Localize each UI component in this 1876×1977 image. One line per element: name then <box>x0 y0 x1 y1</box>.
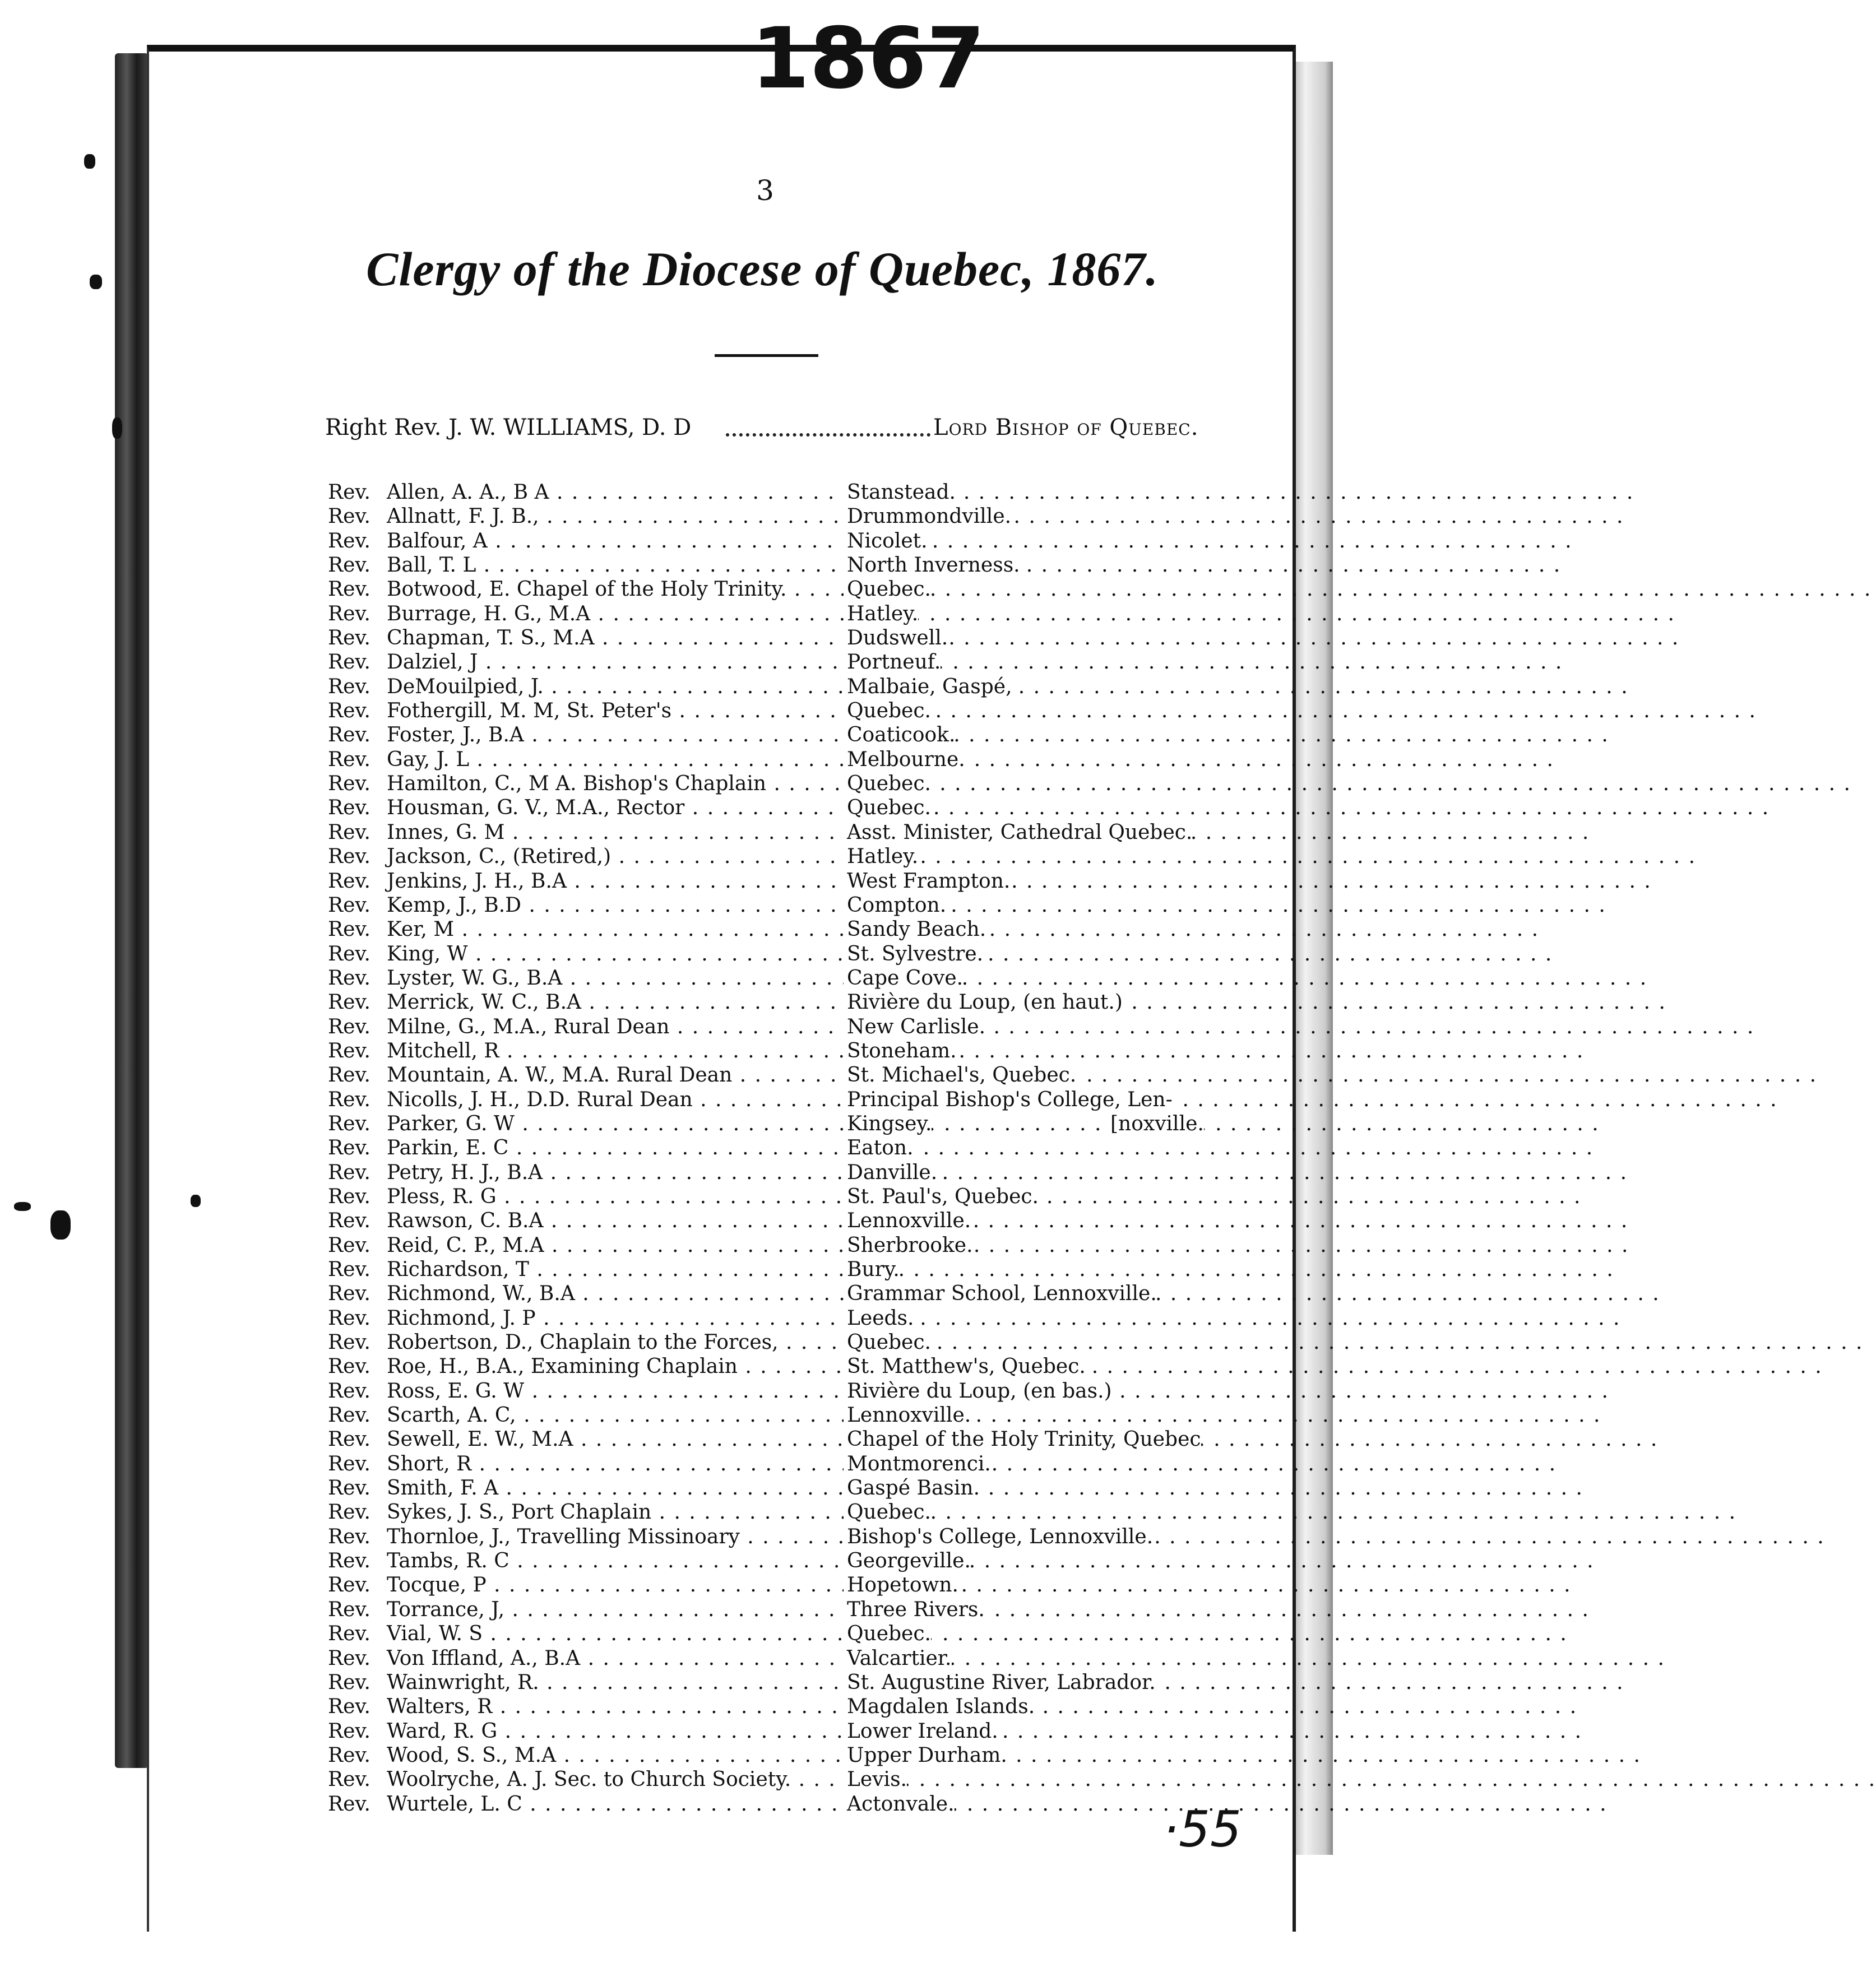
clergy-name-with-leader <box>387 1112 838 1136</box>
clergy-name-with-leader <box>387 1525 838 1549</box>
clergy-row <box>328 1112 1258 1136</box>
clergy-name-with-leader <box>387 1282 838 1306</box>
clergy-row <box>328 1549 1258 1573</box>
book-gutter <box>115 53 149 1768</box>
clergy-row <box>328 1695 1258 1719</box>
clergy-place: Georgeville. <box>844 1549 971 1573</box>
clergy-title: Rev. <box>328 554 370 577</box>
clergy-row <box>328 820 1258 844</box>
clergy-title: Rev. <box>328 1452 370 1475</box>
clergy-place: Portneuf. <box>844 650 941 674</box>
clergy-name-with-leader <box>387 1063 838 1087</box>
clergy-row <box>328 1767 1258 1792</box>
clergy-name: Allen, A. A., B A . . . <box>387 480 1160 504</box>
clergy-name-with-leader <box>387 1670 838 1695</box>
clergy-name: Richmond, J. P . . . <box>387 1306 1160 1330</box>
clergy-name-with-leader <box>387 1719 838 1743</box>
clergy-name: Rawson, C. B.A . . . <box>387 1209 1160 1233</box>
clergy-name-with-leader <box>387 1330 838 1354</box>
clergy-title: Rev. <box>328 1598 370 1621</box>
clergy-place: Dudswell. <box>844 626 948 650</box>
clergy-title: Rev. <box>328 1112 370 1135</box>
clergy-place: St. Michael's, Quebec. <box>844 1063 1076 1087</box>
clergy-title: Rev. <box>328 1646 370 1670</box>
clergy-name-with-leader <box>387 990 838 1014</box>
clergy-name-with-leader <box>387 942 838 966</box>
clergy-row <box>328 602 1258 626</box>
clergy-name-with-leader <box>387 820 838 844</box>
clergy-place: Lennoxville. <box>844 1209 971 1233</box>
clergy-name-with-leader <box>387 796 838 820</box>
clergy-place: Three Rivers. <box>844 1598 985 1622</box>
handwritten-year: 1867 <box>751 10 985 108</box>
clergy-row <box>328 990 1258 1014</box>
clergy-name: Botwood, E. Chapel of the Holy Trinity. . . . <box>387 577 1160 601</box>
clergy-place: Asst. Minister, Cathedral Quebec. <box>844 820 1192 844</box>
clergy-row <box>328 748 1258 772</box>
clergy-place: Gaspé Basin. <box>844 1476 980 1500</box>
clergy-name-with-leader <box>387 917 838 941</box>
clergy-place: Upper Durham. <box>844 1743 1007 1767</box>
clergy-name: Mountain, A. W., M.A. Rural Dean . . . <box>387 1063 1160 1087</box>
clergy-place: Danville. <box>844 1161 937 1185</box>
clergy-name: Roe, H., B.A., Examining Chaplain . . . <box>387 1354 1160 1379</box>
clergy-title: Rev. <box>328 651 370 674</box>
clergy-row <box>328 1282 1258 1306</box>
clergy-row <box>328 1500 1258 1524</box>
clergy-place: Hatley. <box>844 602 918 626</box>
clergy-name: Tocque, P . . . <box>387 1573 1160 1597</box>
clergy-place: Hatley. <box>844 844 918 869</box>
clergy-row <box>328 1257 1258 1282</box>
clergy-row <box>328 1354 1258 1379</box>
clergy-title: Rev. <box>328 529 370 553</box>
clergy-name-with-leader <box>387 1452 838 1476</box>
clergy-row <box>328 1185 1258 1209</box>
clergy-title: Rev. <box>328 1719 370 1743</box>
clergy-row <box>328 1719 1258 1743</box>
clergy-title: Rev. <box>328 1404 370 1427</box>
ink-speck <box>50 1210 71 1240</box>
clergy-name-with-leader <box>387 650 838 674</box>
clergy-name-with-leader <box>387 1622 838 1646</box>
clergy-title: Rev. <box>328 675 370 698</box>
clergy-title: Rev. <box>328 699 370 723</box>
clergy-place: Quebec. <box>844 1622 931 1646</box>
clergy-row <box>328 480 1258 504</box>
clergy-name-with-leader <box>387 553 838 577</box>
ink-speck <box>90 275 102 289</box>
clergy-title: Rev. <box>328 966 370 990</box>
clergy-name: Mitchell, R . . . <box>387 1039 1160 1063</box>
clergy-place: Chapel of the Holy Trinity, Quebec <box>844 1427 1201 1451</box>
clergy-name: Jackson, C., (Retired,) . . . <box>387 844 1160 869</box>
clergy-name-with-leader <box>387 1354 838 1379</box>
clergy-place: Nicolet. <box>844 529 928 553</box>
clergy-title: Rev. <box>328 1477 370 1500</box>
clergy-name: Richardson, T . . . <box>387 1257 1160 1282</box>
clergy-name: Lyster, W. G., B.A . . . <box>387 966 1160 990</box>
clergy-row <box>328 1403 1258 1427</box>
clergy-row <box>328 869 1258 893</box>
clergy-title: Rev. <box>328 1670 370 1694</box>
clergy-name: Ker, M . . . <box>387 917 1160 941</box>
clergy-title: Rev. <box>328 1355 370 1379</box>
clergy-title: Rev. <box>328 1258 370 1281</box>
clergy-row <box>328 1598 1258 1622</box>
clergy-row <box>328 917 1258 941</box>
clergy-row <box>328 675 1258 699</box>
clergy-name-with-leader <box>387 699 838 723</box>
clergy-title: Rev. <box>328 1549 370 1573</box>
clergy-row <box>328 1792 1258 1816</box>
clergy-name-with-leader <box>387 1743 838 1767</box>
clergy-name: DeMouilpied, J. . . . <box>387 675 1160 699</box>
clergy-name-with-leader <box>387 529 838 553</box>
clergy-name-with-leader <box>387 1573 838 1597</box>
clergy-name: Petry, H. J., B.A . . . <box>387 1161 1160 1185</box>
clergy-name: Foster, J., B.A . . . <box>387 723 1160 747</box>
clergy-row <box>328 577 1258 601</box>
clergy-title: Rev. <box>328 1136 370 1160</box>
clergy-row <box>328 893 1258 917</box>
ink-speck <box>84 154 95 169</box>
clergy-title: Rev. <box>328 1379 370 1403</box>
clergy-place: Bishop's College, Lennoxville. <box>844 1525 1153 1549</box>
clergy-name-with-leader <box>387 772 838 796</box>
clergy-place: St. Sylvestre. <box>844 942 983 966</box>
clergy-row <box>328 1209 1258 1233</box>
clergy-place: West Frampton. <box>844 869 1010 893</box>
clergy-title: Rev. <box>328 1282 370 1306</box>
clergy-name-with-leader <box>387 1767 838 1792</box>
clergy-title: Rev. <box>328 1306 370 1330</box>
clergy-name: Ward, R. G . . . <box>387 1719 1160 1743</box>
clergy-row <box>328 1743 1258 1767</box>
clergy-place: Quebec. <box>844 772 931 796</box>
clergy-name: Gay, J. L . . . <box>387 748 1160 772</box>
clergy-row <box>328 553 1258 577</box>
clergy-row <box>328 942 1258 966</box>
clergy-place: Hopetown. <box>844 1573 958 1597</box>
clergy-name: Thornloe, J., Travelling Missinoary . . . <box>387 1525 1160 1549</box>
ink-speck <box>14 1202 31 1211</box>
clergy-name: Sykes, J. S., Port Chaplain . . . <box>387 1500 1160 1524</box>
clergy-row <box>328 723 1258 747</box>
clergy-name-with-leader <box>387 1549 838 1573</box>
clergy-row <box>328 1476 1258 1500</box>
clergy-name: Wainwright, R. . . . <box>387 1670 1160 1695</box>
clergy-name: Richmond, W., B.A . . . <box>387 1282 1160 1306</box>
clergy-row <box>328 1136 1258 1160</box>
clergy-title: Rev. <box>328 1331 370 1354</box>
clergy-place: Malbaie, Gaspé, <box>844 675 1012 699</box>
clergy-row <box>328 1573 1258 1597</box>
clergy-place: Valcartier. <box>844 1646 952 1670</box>
clergy-place: Sherbrooke. <box>844 1233 973 1257</box>
clergy-row <box>328 529 1258 553</box>
clergy-place: Grammar School, Lennoxville. <box>844 1282 1157 1306</box>
clergy-name-with-leader <box>387 1379 838 1403</box>
clergy-name-with-leader <box>387 1598 838 1622</box>
clergy-place: Compton. <box>844 893 946 917</box>
clergy-title: Rev. <box>328 481 370 504</box>
clergy-name-with-leader <box>387 675 838 699</box>
clergy-name: Jenkins, J. H., B.A . . . <box>387 869 1160 893</box>
clergy-row <box>328 966 1258 990</box>
clergy-place: Sandy Beach. <box>844 917 986 941</box>
clergy-place: Leeds. <box>844 1306 914 1330</box>
clergy-title: Rev. <box>328 845 370 869</box>
dot-leader <box>726 433 930 437</box>
clergy-title: Rev. <box>328 1695 370 1719</box>
clergy-name-with-leader <box>387 1792 838 1816</box>
clergy-place: Quebec. <box>844 1500 931 1524</box>
clergy-name-with-leader <box>387 1136 838 1160</box>
clergy-title: Rev. <box>328 893 370 917</box>
clergy-title: Rev. <box>328 1064 370 1087</box>
clergy-name: Pless, R. G . . . <box>387 1185 1160 1209</box>
clergy-title: Rev. <box>328 626 370 650</box>
clergy-place: Lennoxville. <box>844 1403 971 1427</box>
clergy-row <box>328 650 1258 674</box>
clergy-row <box>328 1015 1258 1039</box>
clergy-name: Smith, F. A . . . <box>387 1476 1160 1500</box>
clergy-row <box>328 504 1258 528</box>
clergy-name: Chapman, T. S., M.A . . . <box>387 626 1160 650</box>
clergy-name: Burrage, H. G., M.A . . . <box>387 602 1160 626</box>
clergy-title: Rev. <box>328 1525 370 1548</box>
clergy-name-with-leader <box>387 1695 838 1719</box>
clergy-title: Rev. <box>328 1574 370 1597</box>
clergy-name: King, W . . . <box>387 942 1160 966</box>
clergy-name: Merrick, W. C., B.A . . . <box>387 990 1160 1014</box>
clergy-name: Kemp, J., B.D . . . <box>387 893 1160 917</box>
clergy-title: Rev. <box>328 1233 370 1257</box>
handwritten-note: ·55 <box>1163 1800 1242 1858</box>
clergy-name: Nicolls, J. H., D.D. Rural Dean . . . <box>387 1088 1160 1112</box>
clergy-name: Parkin, E. C . . . <box>387 1136 1160 1160</box>
clergy-place: New Carlisle. <box>844 1015 985 1039</box>
clergy-place: North Inverness. <box>844 553 1020 577</box>
clergy-place: Kingsey. <box>844 1112 932 1136</box>
clergy-place: St. Paul's, Quebec. <box>844 1185 1039 1209</box>
clergy-name-with-leader <box>387 480 838 504</box>
clergy-title: Rev. <box>328 796 370 820</box>
clergy-title: Rev. <box>328 748 370 771</box>
clergy-name: Wood, S. S., M.A . . . <box>387 1743 1160 1767</box>
clergy-name-with-leader <box>387 723 838 747</box>
ink-speck <box>112 417 122 439</box>
clergy-title: Rev. <box>328 918 370 941</box>
clergy-place: Quebec. <box>844 1330 931 1354</box>
clergy-place: Principal Bishop's College, Len- <box>844 1088 1173 1112</box>
clergy-row <box>328 844 1258 869</box>
bishop-role: Lord Bishop of Quebec. <box>933 415 1199 440</box>
clergy-name: Walters, R . . . <box>387 1695 1160 1719</box>
clergy-name: Parker, G. W . . . <box>387 1112 1160 1136</box>
page-title: Clergy of the Diocese of Quebec, 1867. <box>366 242 1159 296</box>
clergy-name: Ross, E. G. W . . . <box>387 1379 1160 1403</box>
clergy-place: Stoneham. <box>844 1039 957 1063</box>
clergy-title: Rev. <box>328 1088 370 1111</box>
clergy-row <box>328 796 1258 820</box>
clergy-title: Rev. <box>328 1768 370 1792</box>
clergy-row <box>328 1622 1258 1646</box>
clergy-name-with-leader <box>387 602 838 626</box>
clergy-title: Rev. <box>328 820 370 844</box>
clergy-name: Woolryche, A. J. Sec. to Church Society. . . . <box>387 1767 1160 1792</box>
clergy-title: Rev. <box>328 1185 370 1208</box>
clergy-name: Hamilton, C., M A. Bishop's Chaplain . . . <box>387 772 1160 796</box>
clergy-name-with-leader <box>387 1500 838 1524</box>
clergy-name-with-leader <box>387 748 838 772</box>
clergy-row <box>328 1330 1258 1354</box>
bishop-entry <box>325 412 1211 443</box>
clergy-title: Rev. <box>328 1792 370 1816</box>
clergy-name: Balfour, A . . . <box>387 529 1160 553</box>
clergy-place: Magdalen Islands. <box>844 1695 1035 1719</box>
clergy-name-with-leader <box>387 844 838 869</box>
clergy-name-with-leader <box>387 966 838 990</box>
clergy-name: Housman, G. V., M.A., Rector . . . <box>387 796 1160 820</box>
clergy-name-with-leader <box>387 1015 838 1039</box>
clergy-title: Rev. <box>328 578 370 601</box>
page-number: 3 <box>756 174 774 207</box>
clergy-row <box>328 1427 1258 1451</box>
clergy-title: Rev. <box>328 869 370 893</box>
clergy-place: St. Matthew's, Quebec. <box>844 1354 1086 1379</box>
clergy-place: Montmorenci. <box>844 1452 991 1476</box>
clergy-title: Rev. <box>328 1622 370 1646</box>
clergy-name: Milne, G., M.A., Rural Dean . . . <box>387 1015 1160 1039</box>
clergy-name: Scarth, A. C, . . . <box>387 1403 1160 1427</box>
clergy-name-with-leader <box>387 1646 838 1670</box>
clergy-name-with-leader <box>387 869 838 893</box>
clergy-place: Rivière du Loup, (en bas.) <box>844 1379 1112 1403</box>
clergy-row <box>328 1452 1258 1476</box>
clergy-name: Fothergill, M. M, St. Peter's . . . <box>387 699 1160 723</box>
clergy-title: Rev. <box>328 1743 370 1767</box>
clergy-title: Rev. <box>328 1209 370 1233</box>
clergy-title: Rev. <box>328 1428 370 1451</box>
clergy-name-with-leader <box>387 1233 838 1257</box>
clergy-name-with-leader <box>387 1403 838 1427</box>
clergy-place: Stanstead. <box>844 480 956 504</box>
clergy-row <box>328 1233 1258 1257</box>
clergy-place: Quebec. <box>844 796 931 820</box>
clergy-place: Coaticook. <box>844 723 955 747</box>
clergy-place: Quebec. <box>844 699 931 723</box>
clergy-row <box>328 1063 1258 1087</box>
clergy-title: Rev. <box>328 1015 370 1038</box>
clergy-row <box>328 1088 1258 1112</box>
clergy-name-with-leader <box>387 1161 838 1185</box>
clergy-title: Rev. <box>328 505 370 528</box>
clergy-row <box>328 1525 1258 1549</box>
clergy-place: Quebec. <box>844 577 931 601</box>
clergy-row <box>328 626 1258 650</box>
clergy-title: Rev. <box>328 1039 370 1062</box>
clergy-place: Levis. <box>844 1767 907 1792</box>
clergy-place: Bury. <box>844 1257 900 1282</box>
clergy-name: Allnatt, F. J. B., . . . <box>387 504 1160 528</box>
clergy-name-with-leader <box>387 626 838 650</box>
clergy-row <box>328 772 1258 796</box>
clergy-name: Innes, G. M . . . <box>387 820 1160 844</box>
clergy-title: Rev. <box>328 1501 370 1524</box>
clergy-name: Von Iffland, A., B.A . . . <box>387 1646 1160 1670</box>
clergy-title: Rev. <box>328 772 370 796</box>
clergy-name-with-leader <box>387 1306 838 1330</box>
clergy-name-with-leader <box>387 577 838 601</box>
clergy-name-with-leader <box>387 893 838 917</box>
clergy-name-with-leader <box>387 504 838 528</box>
bishop-name: Right Rev. J. W. WILLIAMS, D. D <box>325 415 692 440</box>
clergy-name: Wurtele, L. C . . . <box>387 1792 1160 1816</box>
clergy-name: Short, R . . . <box>387 1452 1160 1476</box>
clergy-title: Rev. <box>328 942 370 966</box>
clergy-name-with-leader <box>387 1185 838 1209</box>
clergy-row <box>328 1039 1258 1063</box>
clergy-row <box>328 1670 1258 1695</box>
clergy-name: Robertson, D., Chaplain to the Forces, . . . <box>387 1330 1160 1354</box>
clergy-place: Eaton. <box>844 1136 914 1160</box>
clergy-place-continuation: [noxville. <box>1107 1112 1204 1136</box>
clergy-name: Ball, T. L . . . <box>387 553 1160 577</box>
clergy-place: Cape Cove. <box>844 966 963 990</box>
clergy-place: Melbourne. <box>844 748 965 772</box>
clergy-place: St. Augustine River, Labrador. <box>844 1670 1156 1695</box>
clergy-place: Lower Ireland. <box>844 1719 998 1743</box>
clergy-name-with-leader <box>387 1257 838 1282</box>
clergy-row <box>328 1379 1258 1403</box>
clergy-name: Tambs, R. C . . . <box>387 1549 1160 1573</box>
clergy-title: Rev. <box>328 723 370 747</box>
clergy-row <box>328 699 1258 723</box>
clergy-row <box>328 1306 1258 1330</box>
clergy-row <box>328 1646 1258 1670</box>
clergy-name: Dalziel, J . . . <box>387 650 1160 674</box>
clergy-name: Vial, W. S . . . <box>387 1622 1160 1646</box>
clergy-name-with-leader <box>387 1476 838 1500</box>
clergy-name-with-leader <box>387 1209 838 1233</box>
title-rule <box>715 354 818 357</box>
clergy-title: Rev. <box>328 1161 370 1184</box>
clergy-list <box>328 480 1258 1816</box>
clergy-name: Reid, C. P., M.A . . . <box>387 1233 1160 1257</box>
clergy-title: Rev. <box>328 991 370 1014</box>
clergy-place: Actonvale. <box>844 1792 955 1816</box>
clergy-row <box>328 1161 1258 1185</box>
clergy-name: Sewell, E. W., M.A . . . <box>387 1427 1160 1451</box>
clergy-name: Torrance, J, . . . <box>387 1598 1160 1622</box>
clergy-name-with-leader <box>387 1088 838 1112</box>
clergy-name-with-leader <box>387 1039 838 1063</box>
clergy-place: Drummondville. <box>844 504 1011 528</box>
clergy-place: Rivière du Loup, (en haut.) <box>844 990 1123 1014</box>
clergy-name-with-leader <box>387 1427 838 1451</box>
clergy-title: Rev. <box>328 602 370 625</box>
ink-speck <box>191 1195 201 1207</box>
